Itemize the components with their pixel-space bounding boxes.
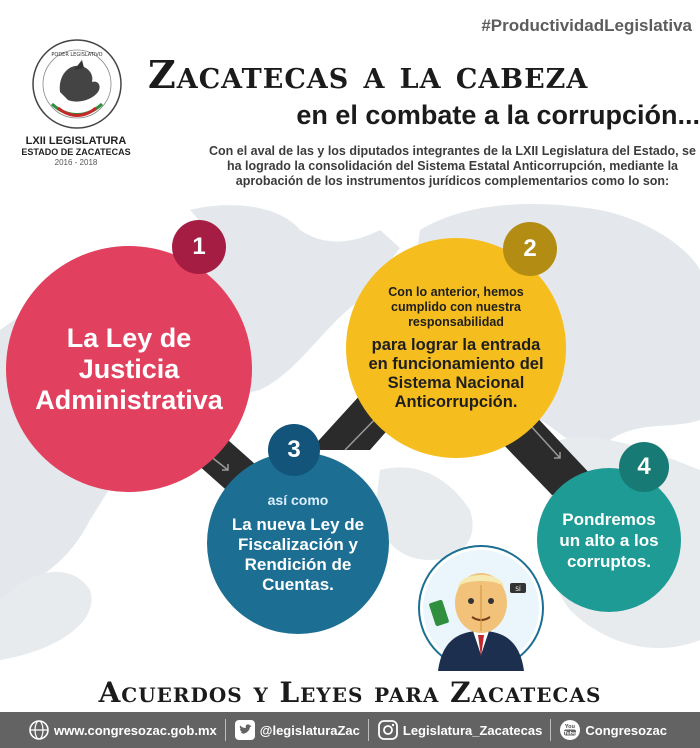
svg-text:You: You <box>565 724 576 730</box>
instagram-handle[interactable]: Legislatura_Zacatecas <box>402 722 543 738</box>
step-2-text: para lograr la entrada en funcionamiento del Sistema Nacional Anticorrupción. <box>368 335 544 411</box>
step-3-intro: así como <box>267 492 329 508</box>
step-4-text: Pondremos un alto a los corruptos. <box>559 509 659 571</box>
step-3-text: La nueva Ley de Fiscalización y Rendición de Cuentas. <box>231 515 365 594</box>
twitter-icon <box>234 719 256 741</box>
legislature-name: LXII LEGISLATURA <box>25 135 127 147</box>
step-2-intro: Con lo anterior, hemos cumplido con nuestra responsabilidad <box>388 284 524 329</box>
instagram-icon <box>377 719 399 741</box>
step-4-number-badge: 4 <box>619 442 669 492</box>
step-4-circle <box>537 468 681 612</box>
step-1-number-badge: 1 <box>172 220 226 274</box>
legislature-state: ESTADO DE ZACATECAS <box>21 147 131 157</box>
footer-bar <box>0 712 700 748</box>
youtube-icon <box>559 719 581 741</box>
svg-text:Tube: Tube <box>564 731 577 737</box>
footer-divider <box>550 719 551 741</box>
svg-text:PODER LEGISLATIVO: PODER LEGISLATIVO <box>51 52 103 58</box>
step-2-number-badge: 2 <box>503 222 557 276</box>
step-3-circle <box>207 452 389 634</box>
footer-title: Acuerdos y Leyes para Zacatecas <box>98 676 602 709</box>
youtube-channel[interactable]: Congresozac <box>585 722 667 738</box>
two-faced-politician-illustration <box>418 545 544 671</box>
footer-divider <box>225 719 226 741</box>
footer-twitter[interactable] <box>234 712 360 748</box>
step-1-text: La Ley de Justicia Administrativa <box>35 322 223 415</box>
step-1-circle <box>6 246 252 492</box>
legislature-years: 2016 - 2018 <box>54 158 98 167</box>
globe-icon <box>28 719 50 741</box>
intro-paragraph: Con el aval de las y los diputados integrantes de la LXII Legislatura del Estado, se ha logrado la consolidación del Sistema Estatal Anticorrupción, mediante la aprobación de los instrumentos jurídicos complementarios como lo son: <box>209 144 696 188</box>
twitter-handle[interactable]: @legislaturaZac <box>259 722 360 738</box>
speech-tag: SÍ <box>515 586 521 593</box>
footer-instagram[interactable] <box>377 712 542 748</box>
footer-website[interactable] <box>28 712 217 748</box>
website-link[interactable]: www.congresozac.gob.mx <box>54 722 217 738</box>
step-3-number-badge: 3 <box>268 424 320 476</box>
footer-divider <box>368 719 369 741</box>
main-subtitle: en el combate a la corrupción... <box>296 100 700 130</box>
footer-youtube[interactable] <box>559 712 667 748</box>
hashtag: #ProductividadLegislativa <box>481 16 692 35</box>
main-title: Zacatecas a la cabeza <box>148 52 589 97</box>
